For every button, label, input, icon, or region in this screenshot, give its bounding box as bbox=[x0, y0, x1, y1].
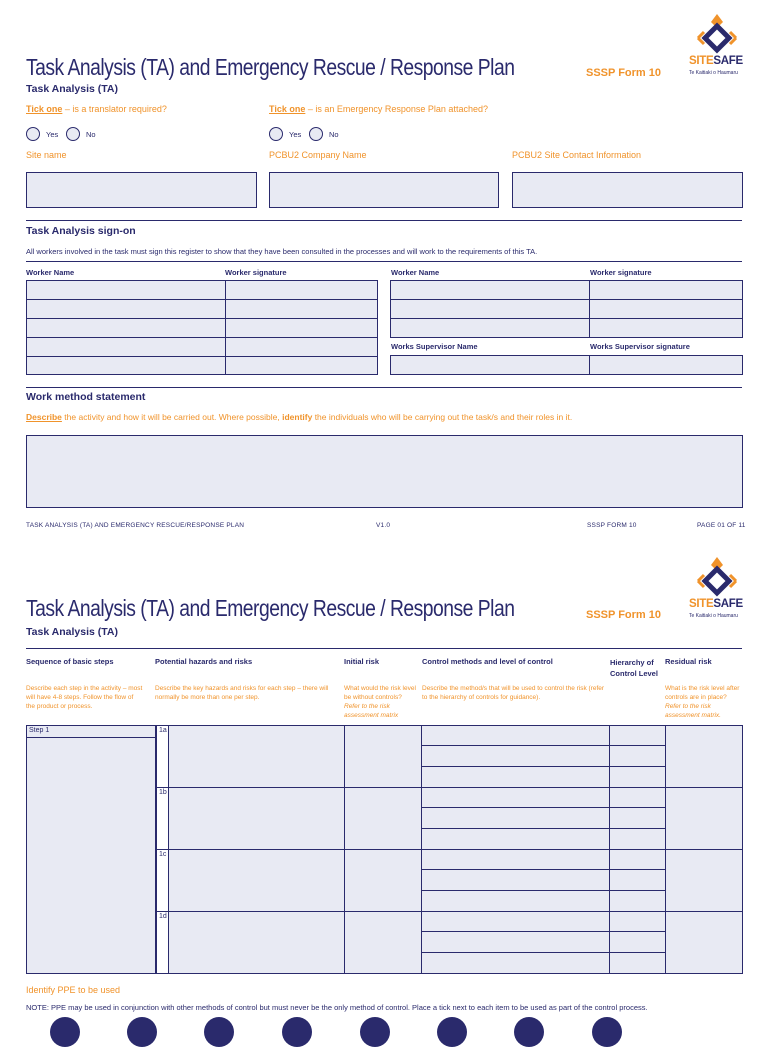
logo-wordmark: SITESAFE bbox=[689, 55, 743, 67]
site-name-field[interactable] bbox=[26, 172, 257, 208]
step-label-cell bbox=[26, 725, 156, 738]
supervisor-name-cell[interactable] bbox=[390, 355, 590, 375]
steps-hint: Describe each step in the activity – most will have 4-8 steps. Follow the flow of the product or process. bbox=[26, 685, 143, 710]
initial-risk-cell[interactable] bbox=[344, 911, 422, 974]
worker-signature-cell[interactable] bbox=[225, 280, 378, 300]
hierarchy-cell[interactable] bbox=[609, 787, 666, 808]
page-subtitle: Task Analysis (TA) bbox=[26, 83, 118, 95]
initial-risk-cell[interactable] bbox=[344, 787, 422, 850]
signon-grid-right bbox=[390, 280, 743, 338]
control-cell[interactable] bbox=[421, 725, 610, 746]
control-cell[interactable] bbox=[421, 952, 610, 974]
translator-yes-radio[interactable] bbox=[26, 127, 40, 141]
control-cell[interactable] bbox=[421, 828, 610, 850]
hierarchy-cell[interactable] bbox=[609, 745, 666, 767]
signon-title: Task Analysis sign-on bbox=[26, 225, 136, 237]
footer-version: V1.0 bbox=[376, 522, 391, 529]
form-number: SSSP Form 10 bbox=[586, 67, 661, 79]
translator-no-label: No bbox=[86, 130, 96, 139]
worker-signature-cell[interactable] bbox=[589, 318, 743, 338]
hierarchy-cell[interactable] bbox=[609, 828, 666, 850]
divider bbox=[26, 387, 742, 388]
erp-yes-radio[interactable] bbox=[269, 127, 283, 141]
worker-name-cell[interactable] bbox=[390, 299, 590, 319]
hazards-header: Potential hazards and risks bbox=[155, 657, 253, 666]
hazard-cell[interactable] bbox=[168, 787, 345, 850]
step-label: Step 1 bbox=[29, 727, 50, 734]
ppe-title: Identify PPE to be used bbox=[26, 985, 121, 995]
form-number: SSSP Form 10 bbox=[586, 609, 661, 621]
pcbu2-company-label: PCBU2 Company Name bbox=[269, 150, 367, 160]
sitesafe-emblem-icon bbox=[688, 555, 746, 599]
footer-page: PAGE 01 OF 11 bbox=[697, 522, 746, 529]
worker-signature-header: Worker signature bbox=[225, 268, 287, 277]
control-cell[interactable] bbox=[421, 869, 610, 891]
task-analysis-table bbox=[26, 725, 743, 974]
divider bbox=[26, 648, 742, 649]
erp-no-label: No bbox=[329, 130, 339, 139]
residual-risk-cell[interactable] bbox=[665, 725, 743, 788]
ppe-note: NOTE: PPE may be used in conjunction with other methods of control but must never be the only method of control. Place a tick next to each item to be used as part of the control process. bbox=[26, 1003, 648, 1012]
control-cell[interactable] bbox=[421, 911, 610, 932]
row-id-cell: 1b bbox=[156, 787, 169, 850]
supervisor-signature-cell[interactable] bbox=[589, 355, 743, 375]
wms-field[interactable] bbox=[26, 435, 743, 508]
sitesafe-logo bbox=[688, 555, 746, 621]
worker-signature-cell[interactable] bbox=[225, 299, 378, 319]
worker-name-cell[interactable] bbox=[390, 318, 590, 338]
control-cell[interactable] bbox=[421, 931, 610, 953]
site-name-label: Site name bbox=[26, 150, 67, 160]
hierarchy-cell[interactable] bbox=[609, 849, 666, 870]
divider bbox=[26, 220, 742, 221]
supervisor-name-header: Works Supervisor Name bbox=[391, 342, 478, 351]
hierarchy-cell[interactable] bbox=[609, 869, 666, 891]
hard-hat-icon[interactable] bbox=[50, 1017, 80, 1047]
worker-name-cell[interactable] bbox=[26, 299, 226, 319]
initial-risk-hint: What would the risk level be without controls? Refer to the risk assessment matrix bbox=[344, 685, 416, 719]
control-cell[interactable] bbox=[421, 745, 610, 767]
hazard-cell[interactable] bbox=[168, 849, 345, 912]
logo-tagline: Te Kaitiaki o Haumaru bbox=[689, 613, 738, 619]
sitesafe-emblem-icon bbox=[688, 12, 746, 56]
worker-signature-cell[interactable] bbox=[225, 337, 378, 357]
divider bbox=[26, 261, 742, 262]
pcbu2-contact-field[interactable] bbox=[512, 172, 743, 208]
control-cell[interactable] bbox=[421, 890, 610, 912]
signon-grid-left bbox=[26, 280, 378, 375]
worker-name-cell[interactable] bbox=[26, 356, 226, 375]
control-cell[interactable] bbox=[421, 766, 610, 788]
controls-header: Control methods and level of control bbox=[422, 657, 553, 666]
translator-question: Tick one – is a translator required? bbox=[26, 104, 167, 114]
control-cell[interactable] bbox=[421, 787, 610, 808]
hierarchy-cell[interactable] bbox=[609, 725, 666, 746]
hierarchy-cell[interactable] bbox=[609, 931, 666, 953]
worker-signature-cell[interactable] bbox=[589, 280, 743, 300]
footer-document-title: TASK ANALYSIS (TA) AND EMERGENCY RESCUE/RESPONSE PLAN bbox=[26, 522, 245, 529]
initial-risk-header: Initial risk bbox=[344, 657, 380, 666]
row-id-cell: 1c bbox=[156, 849, 169, 912]
residual-risk-cell[interactable] bbox=[665, 911, 743, 974]
hazard-cell[interactable] bbox=[168, 725, 345, 788]
worker-signature-header-right: Worker signature bbox=[590, 268, 652, 277]
worker-name-cell[interactable] bbox=[390, 280, 590, 300]
wms-title: Work method statement bbox=[26, 391, 146, 403]
erp-no-radio[interactable] bbox=[309, 127, 323, 141]
hierarchy-cell[interactable] bbox=[609, 766, 666, 788]
worker-name-cell[interactable] bbox=[26, 280, 226, 300]
translator-yes-label: Yes bbox=[46, 130, 59, 139]
hierarchy-cell[interactable] bbox=[609, 807, 666, 829]
pcbu2-contact-label: PCBU2 Site Contact Information bbox=[512, 150, 642, 160]
pcbu2-company-field[interactable] bbox=[269, 172, 499, 208]
wms-instructions: Describe the activity and how it will be carried out. Where possible, identify the individuals who will be carrying out the task/s and their roles in it. bbox=[26, 412, 573, 422]
boots-icon[interactable] bbox=[282, 1017, 312, 1047]
footer-form: SSSP FORM 10 bbox=[587, 522, 637, 529]
supervisor-signature-header: Works Supervisor signature bbox=[590, 342, 690, 351]
residual-risk-hint: What is the risk level after controls are in place? Refer to the risk assessment matrix. bbox=[665, 685, 740, 719]
worker-name-header: Worker Name bbox=[26, 268, 75, 277]
erp-question: Tick one – is an Emergency Response Plan attached? bbox=[269, 104, 488, 114]
controls-hint: Describe the method/s that will be used to control the risk (refer to the hierarchy of controls for guidance). bbox=[422, 685, 605, 701]
logo-wordmark: SITESAFE bbox=[689, 598, 743, 610]
respirator-icon[interactable] bbox=[514, 1017, 544, 1047]
page-subtitle: Task Analysis (TA) bbox=[26, 626, 118, 638]
residual-risk-header: Residual risk bbox=[665, 657, 712, 666]
harness-icon[interactable] bbox=[592, 1017, 622, 1047]
row-id-cell: 1a bbox=[156, 725, 169, 788]
steps-header: Sequence of basic steps bbox=[26, 657, 114, 666]
worker-name-cell[interactable] bbox=[26, 318, 226, 338]
translator-no-radio[interactable] bbox=[66, 127, 80, 141]
control-cell[interactable] bbox=[421, 807, 610, 829]
eye-protection-icon[interactable] bbox=[437, 1017, 467, 1047]
initial-risk-cell[interactable] bbox=[344, 725, 422, 788]
logo-tagline: Te Kaitiaki o Haumaru bbox=[689, 70, 738, 76]
page-title: Task Analysis (TA) and Emergency Rescue / Response Plan bbox=[26, 595, 515, 621]
residual-risk-cell[interactable] bbox=[665, 787, 743, 850]
residual-risk-cell[interactable] bbox=[665, 849, 743, 912]
hi-vis-icon[interactable] bbox=[127, 1017, 157, 1047]
ear-protection-icon[interactable] bbox=[360, 1017, 390, 1047]
initial-risk-cell[interactable] bbox=[344, 849, 422, 912]
row-id-cell: 1d bbox=[156, 911, 169, 974]
worker-signature-cell[interactable] bbox=[589, 299, 743, 319]
hazard-cell[interactable] bbox=[168, 911, 345, 974]
page-title: Task Analysis (TA) and Emergency Rescue / Response Plan bbox=[26, 54, 515, 80]
control-cell[interactable] bbox=[421, 849, 610, 870]
worker-signature-cell[interactable] bbox=[225, 318, 378, 338]
hazards-hint: Describe the key hazards and risks for each step – there will normally be more than one per step. bbox=[155, 685, 329, 701]
hierarchy-header: Hierarchy of Control Level bbox=[610, 658, 658, 678]
erp-yes-label: Yes bbox=[289, 130, 302, 139]
worker-name-cell[interactable] bbox=[26, 337, 226, 357]
hierarchy-cell[interactable] bbox=[609, 952, 666, 974]
signon-description: All workers involved in the task must sign this register to show that they have been consulted in the processes and will work to the requirements of this TA. bbox=[26, 247, 538, 256]
step-cell[interactable] bbox=[26, 725, 156, 974]
worker-name-header-right: Worker Name bbox=[391, 268, 440, 277]
gloves-icon[interactable] bbox=[204, 1017, 234, 1047]
sitesafe-logo bbox=[688, 12, 746, 78]
hierarchy-cell[interactable] bbox=[609, 890, 666, 912]
hierarchy-cell[interactable] bbox=[609, 911, 666, 932]
worker-signature-cell[interactable] bbox=[225, 356, 378, 375]
